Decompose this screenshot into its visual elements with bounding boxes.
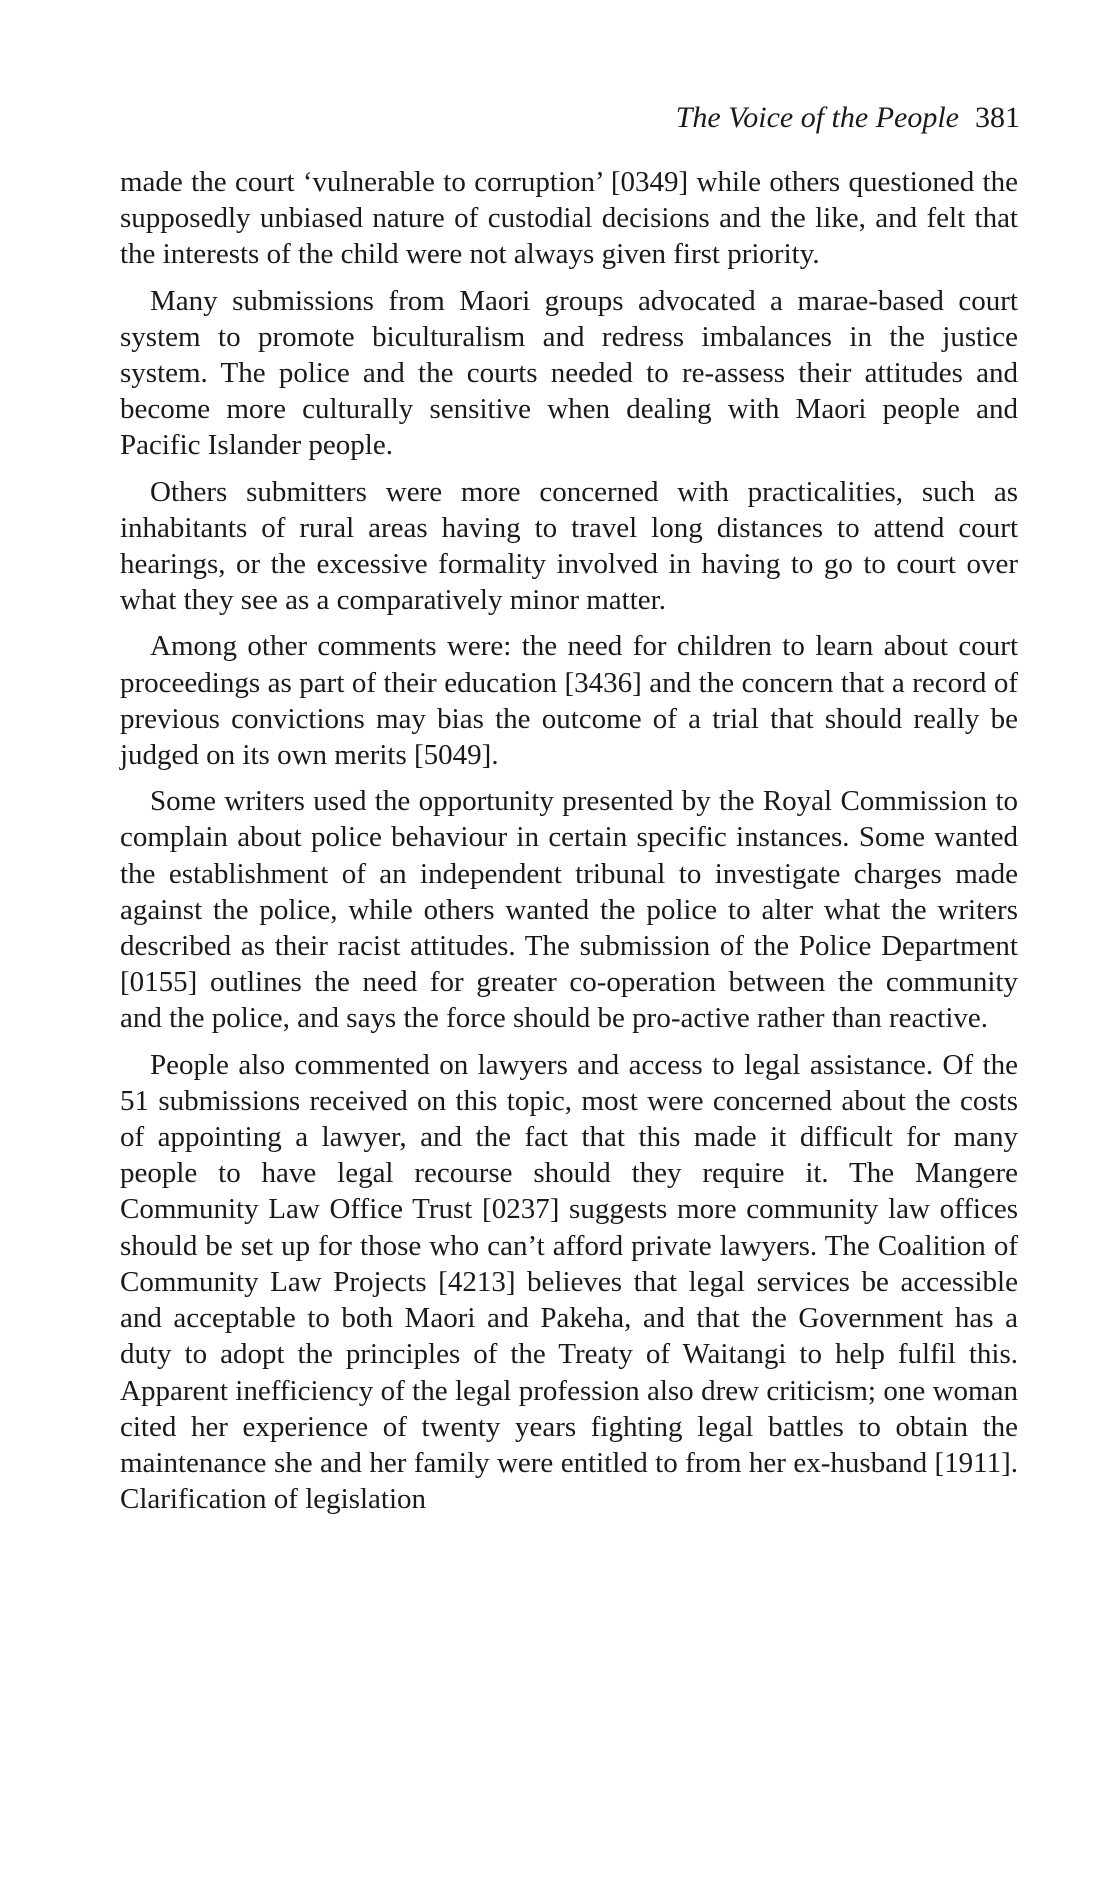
running-title: The Voice of the People xyxy=(675,101,959,134)
page-number: 381 xyxy=(975,101,1020,134)
body-text xyxy=(120,164,1018,1517)
paragraph: Among other comments were: the need for children to learn about court proceedings as part of their education [3436] and the concern that a record of previous convictions may bias the outcome of a trial that should really be judged on its own merits [5049]. xyxy=(120,630,1018,772)
paragraph: Others submitters were more concerned with practicalities, such as inhabitants of rural areas having to travel long distances to attend court hearings, or the excessive formality involved in having to go to court over what they see as a comparatively minor matter. xyxy=(120,475,1018,617)
paragraph: Some writers used the opportunity presented by the Royal Commission to complain about police behaviour in certain specific instances. Some wanted the establishment of an independent tribunal to investigate charges made against the police, while others wanted the police to alter what the writers described as their racist attitudes. The submission of the Police Department [0155] outlines the need for greater co-operation between the community and the police, and says the force should be pro-active rather than reactive. xyxy=(120,785,1018,1035)
running-header xyxy=(120,98,1020,138)
paragraph: People also commented on lawyers and access to legal assistance. Of the 51 submissions received on this topic, most were concerned about the costs of appointing a lawyer, and the fact that this made it difficult for many people to have legal recourse should they require it. The Mangere Community Law Office Trust [0237] suggests more community law offices should be set up for those who can’t afford private lawyers. The Coalition of Community Law Projects [4213] believes that legal services be accessible and acceptable to both Maori and Pakeha, and that the Government has a duty to adopt the principles of the Treaty of Waitangi to help fulfil this. Apparent inefficiency of the legal profession also drew criticism; one woman cited her experience of twenty years fighting legal battles to obtain the maintenance she and her family were entitled to from her ex-husband [1911]. Clarification of legislation xyxy=(120,1048,1018,1516)
paragraph: Many submissions from Maori groups advocated a marae-based court system to promote biculturalism and redress imbalances in the justice system. The police and the courts needed to re-assess their attitudes and become more culturally sensitive when dealing with Maori people and Pacific Islander people. xyxy=(120,284,1018,462)
paragraph-continued: made the court ‘vulnerable to corruption’ [0349] while others questioned the supposedly unbiased nature of custodial decisions and the like, and felt that the interests of the child were not always given first priority. xyxy=(120,166,1018,271)
